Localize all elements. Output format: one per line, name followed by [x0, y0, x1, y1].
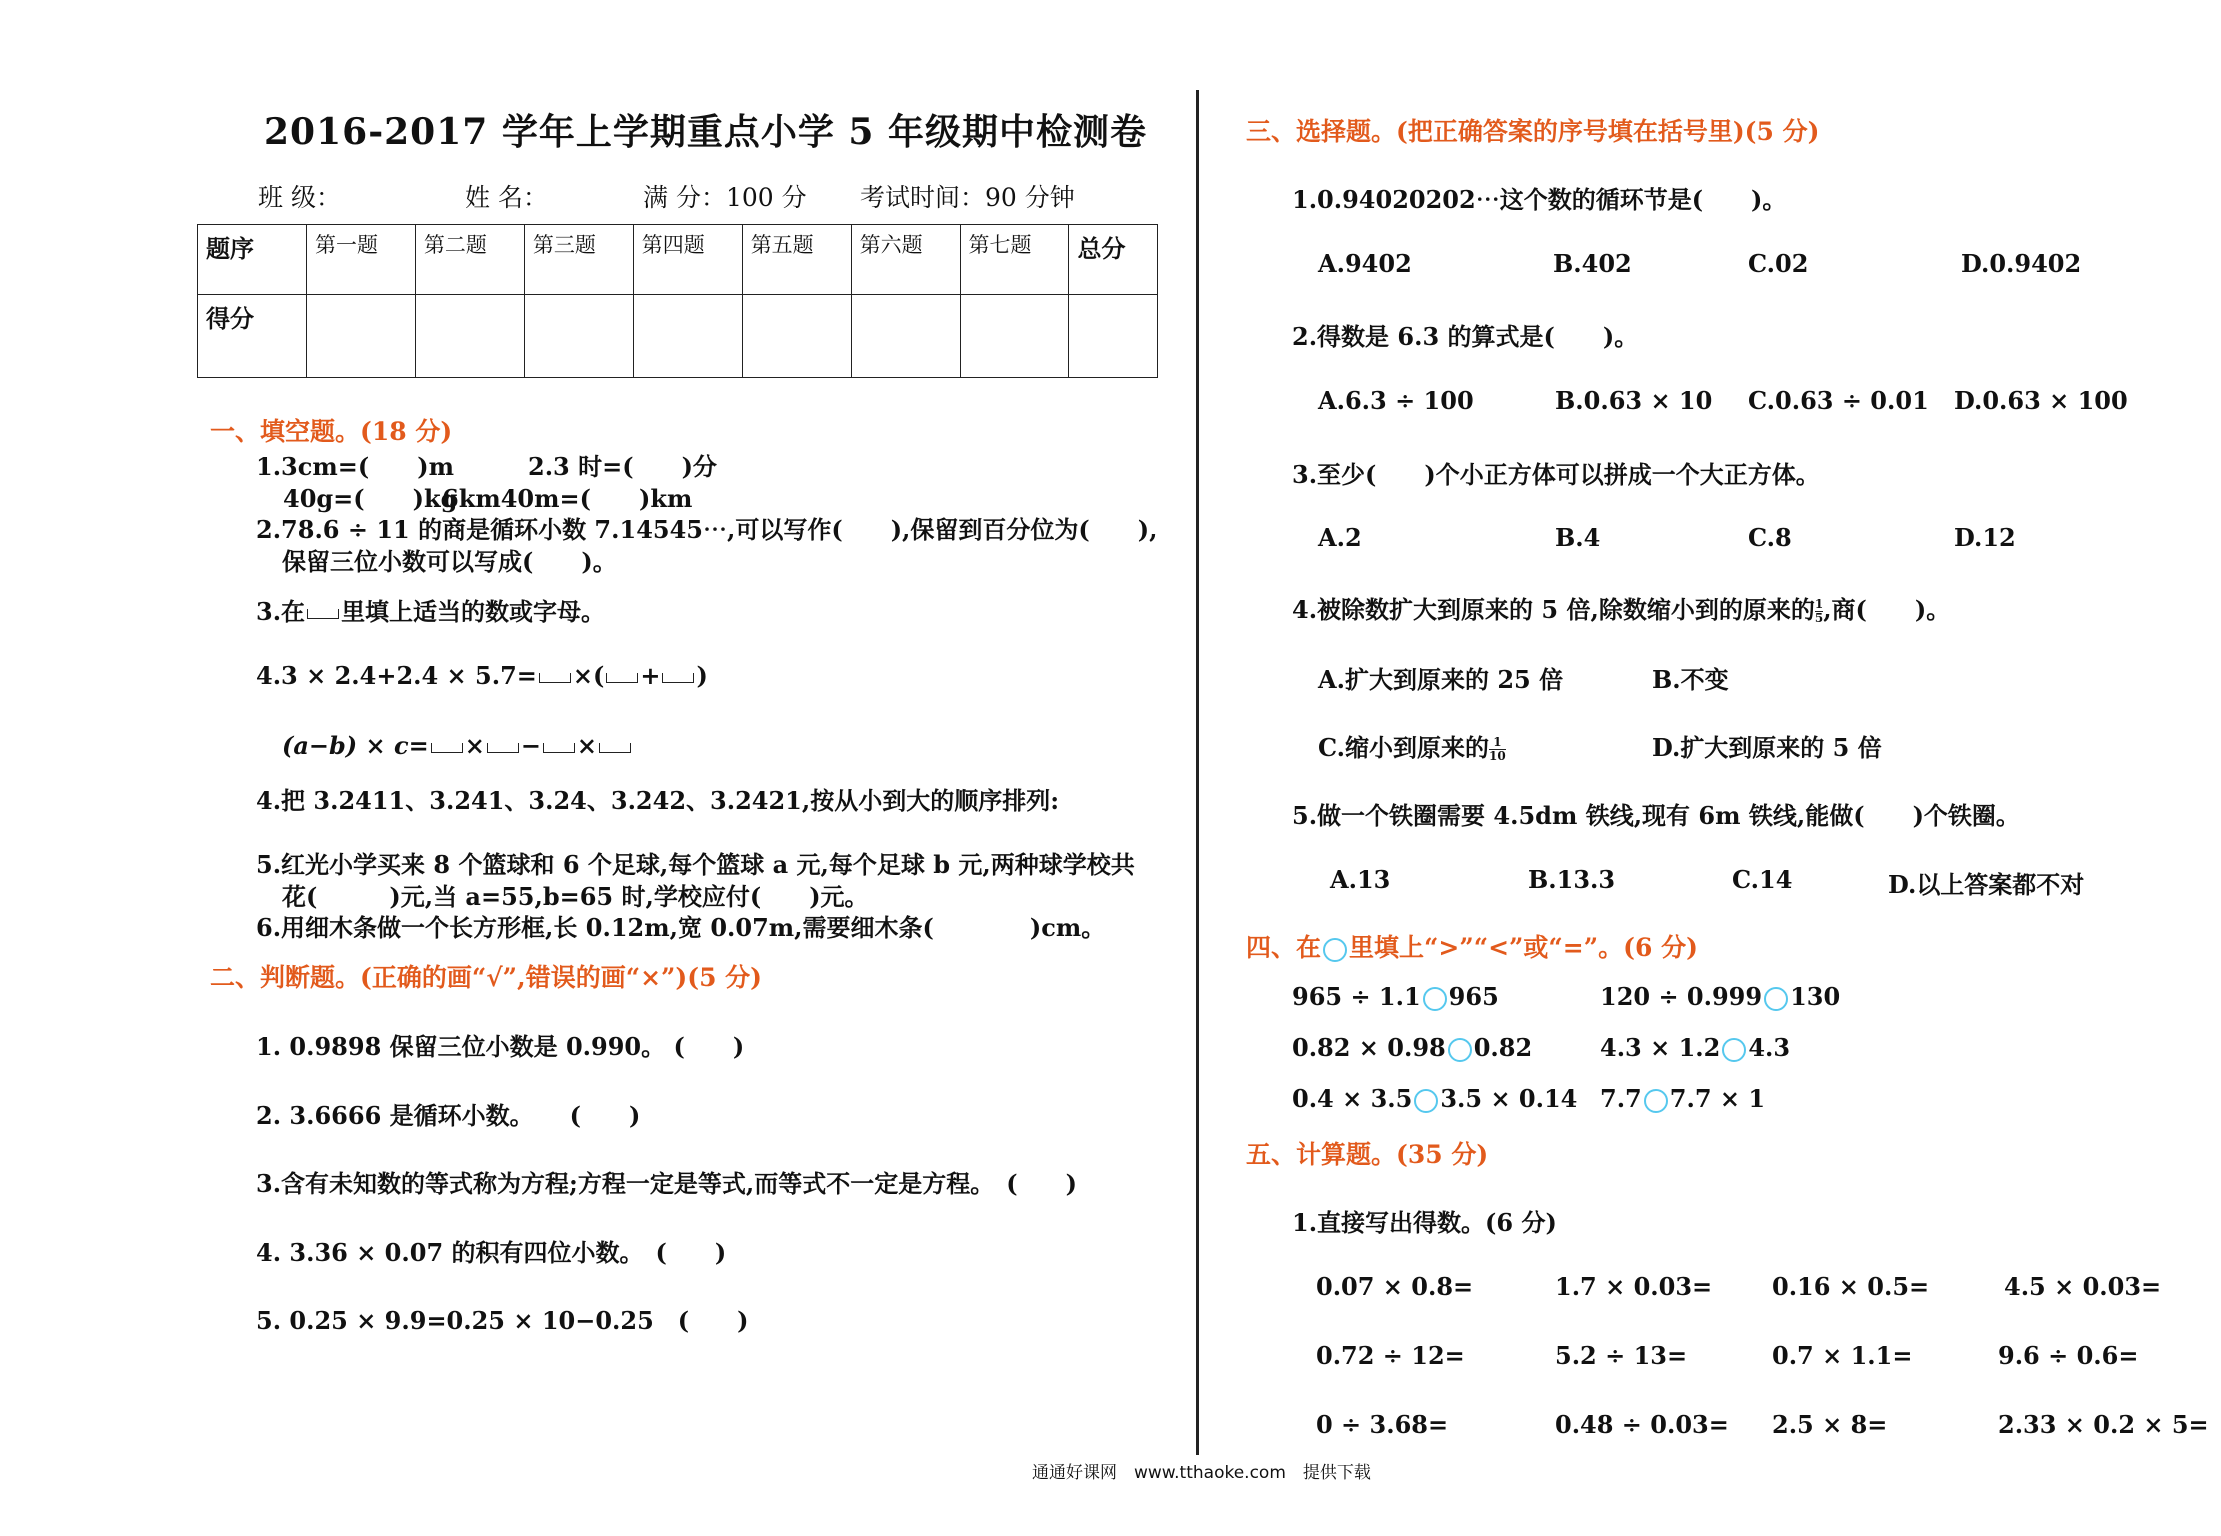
compare-right: 0.82 [1473, 1033, 1533, 1062]
table-header-cell: 第一题 [307, 225, 416, 295]
fraction [1815, 598, 1823, 625]
table-header-cell: 总分 [1069, 225, 1158, 295]
judge-item: 3.含有未知数的等式称为方程;方程一定是等式,而等式不一定是方程。 ( ) [256, 1169, 1077, 1198]
answer-box[interactable] [307, 609, 339, 619]
option: D.0.63 × 100 [1954, 386, 2128, 415]
compare-circle[interactable] [1764, 987, 1788, 1011]
compare-left: 0.4 × 3.5 [1292, 1084, 1413, 1113]
calc-item: 2.5 × 8= [1772, 1410, 1888, 1439]
question-text: 2.得数是 6.3 的算式是( )。 [1292, 322, 1639, 351]
option: C.0.63 ÷ 0.01 [1748, 386, 1929, 415]
name-label: 姓 名： [465, 183, 548, 212]
compare-left: 0.82 × 0.98 [1292, 1033, 1446, 1062]
circle-icon [1323, 938, 1347, 962]
judge-item: 2. 3.6666 是循环小数。 ( ) [256, 1101, 641, 1130]
compare-circle[interactable] [1644, 1089, 1668, 1113]
footer-text: 通通好课网 www.tthaoke.com 提供下载 [1032, 1463, 1371, 1483]
compare-item [1600, 982, 1840, 1011]
question-text [256, 592, 605, 627]
compare-right: 7.7 × 1 [1669, 1084, 1766, 1113]
compare-right: 4.3 [1748, 1033, 1791, 1062]
option: B.不变 [1652, 665, 1729, 694]
section-5-title: 五、计算题。(35 分) [1246, 1140, 1489, 1169]
table-header-cell: 第七题 [960, 225, 1069, 295]
operator: × [572, 661, 593, 690]
question-text-part: 4.3 × 2.4+2.4 × 5.7= [256, 661, 537, 690]
option: B.4 [1555, 523, 1601, 552]
question-text-part: 3.在 [256, 597, 306, 626]
answer-box[interactable] [543, 743, 575, 753]
fraction-numerator: 1 [1489, 736, 1506, 750]
full-score-label: 满 分：100 分 [643, 183, 807, 212]
option: D.扩大到原来的 5 倍 [1652, 733, 1882, 762]
exam-time-label: 考试时间：90 分钟 [860, 183, 1075, 212]
score-cell[interactable] [1069, 295, 1158, 378]
option: B.402 [1553, 249, 1632, 278]
question-text: 5.红光小学买来 8 个篮球和 6 个足球,每个篮球 a 元,每个足球 b 元,两种球学校共 [256, 850, 1135, 879]
compare-right: 130 [1790, 982, 1841, 1011]
compare-circle[interactable] [1423, 987, 1447, 1011]
table-header-cell: 第二题 [415, 225, 524, 295]
compare-circle[interactable] [1414, 1089, 1438, 1113]
compare-right: 965 [1448, 982, 1499, 1011]
section-3-title: 三、选择题。(把正确答案的序号填在括号里)(5 分) [1246, 117, 1820, 146]
calc-item: 2.33 × 0.2 × 5= [1998, 1410, 2209, 1439]
fraction-denominator: 5 [1814, 611, 1824, 625]
operator: − [520, 731, 541, 760]
option: D.12 [1954, 523, 2016, 552]
page-title: 2016-2017 学年上学期重点小学 5 年级期中检测卷 [264, 111, 1147, 153]
sub-question: 1.直接写出得数。(6 分) [1292, 1208, 1557, 1237]
question-text: 5.做一个铁圈需要 4.5dm 铁线,现有 6m 铁线,能做( )个铁圈。 [1292, 801, 2020, 830]
option: A.扩大到原来的 25 倍 [1318, 665, 1564, 694]
question-text [282, 731, 633, 760]
calc-item: 0.72 ÷ 12= [1316, 1341, 1465, 1370]
operator: × [576, 731, 598, 760]
section-title-part: 里填上“>”“<”或“=”。(6 分) [1349, 933, 1698, 962]
table-header-cell: 第四题 [633, 225, 742, 295]
compare-left: 965 ÷ 1.1 [1292, 982, 1421, 1011]
compare-item [1600, 1033, 1790, 1062]
answer-box[interactable] [431, 743, 463, 753]
score-cell[interactable] [524, 295, 633, 378]
section-4-title [1246, 928, 1698, 964]
compare-item [1292, 982, 1499, 1011]
answer-box[interactable] [539, 673, 571, 683]
question-text [1292, 590, 1950, 625]
table-header-cell: 题序 [198, 225, 307, 295]
question-text: 1.3cm=( )m [256, 452, 454, 481]
option: A.6.3 ÷ 100 [1318, 386, 1474, 415]
compare-circle[interactable] [1722, 1038, 1746, 1062]
table-header-cell: 第六题 [851, 225, 960, 295]
score-cell[interactable] [633, 295, 742, 378]
judge-item: 4. 3.36 × 0.07 的积有四位小数。 ( ) [256, 1238, 727, 1267]
operator: ) [696, 661, 708, 690]
question-text: 1.0.94020202⋯这个数的循环节是( )。 [1292, 185, 1787, 214]
operator: × [464, 731, 485, 760]
calc-item: 9.6 ÷ 0.6= [1998, 1341, 2139, 1370]
option: A.13 [1330, 865, 1391, 894]
answer-box[interactable] [606, 673, 638, 683]
score-cell[interactable] [307, 295, 416, 378]
section-1-title: 一、填空题。(18 分) [210, 417, 453, 446]
score-cell[interactable] [415, 295, 524, 378]
question-text: 6.用细木条做一个长方形框,长 0.12m,宽 0.07m,需要细木条( )cm。 [256, 913, 1106, 942]
question-text-part: 里填上适当的数或字母。 [341, 597, 606, 626]
compare-item [1292, 1084, 1577, 1113]
calc-item: 5.2 ÷ 13= [1555, 1341, 1688, 1370]
question-text: 保留三位小数可以写成( )。 [282, 547, 617, 576]
option: A.2 [1318, 523, 1362, 552]
compare-left: 120 ÷ 0.999 [1600, 982, 1763, 1011]
option: C.14 [1732, 865, 1793, 894]
table-header-cell: 第三题 [524, 225, 633, 295]
question-text: 2.3 时=( )分 [528, 452, 717, 481]
question-text: 40g=( )kg [283, 484, 458, 513]
section-2-title: 二、判断题。(正确的画“√”,错误的画“×”)(5 分) [210, 963, 763, 992]
option: D.0.9402 [1961, 249, 2082, 278]
compare-item [1292, 1033, 1532, 1062]
question-text-part: ,商( )。 [1823, 595, 1951, 624]
question-text: 花( )元,当 a=55,b=65 时,学校应付( )元。 [282, 882, 869, 911]
question-text: 3.至少( )个小正方体可以拼成一个大正方体。 [1292, 460, 1820, 489]
option: D.以上答案都不对 [1888, 870, 2085, 899]
table-header-cell: 第五题 [742, 225, 851, 295]
calc-item: 0.16 × 0.5= [1772, 1272, 1930, 1301]
option: C.8 [1748, 523, 1792, 552]
option [1318, 728, 1506, 763]
option: B.0.63 × 10 [1555, 386, 1713, 415]
answer-box[interactable] [487, 743, 519, 753]
compare-item [1600, 1084, 1765, 1113]
option: C.02 [1748, 249, 1809, 278]
score-cell[interactable] [851, 295, 960, 378]
score-row-label: 得分 [198, 295, 307, 378]
fraction [1489, 736, 1506, 763]
judge-item: 1. 0.9898 保留三位小数是 0.990。 ( ) [256, 1032, 745, 1061]
judge-item: 5. 0.25 × 9.9=0.25 × 10−0.25 ( ) [256, 1306, 749, 1335]
answer-box[interactable] [599, 743, 631, 753]
answer-box[interactable] [662, 673, 694, 683]
calc-item: 0.07 × 0.8= [1316, 1272, 1474, 1301]
score-cell[interactable] [742, 295, 851, 378]
question-text [256, 661, 708, 690]
option: A.9402 [1318, 249, 1412, 278]
column-divider [1196, 90, 1199, 1455]
operator: + [640, 661, 661, 690]
score-table [197, 224, 1158, 378]
calc-item: 4.5 × 0.03= [2004, 1272, 2162, 1301]
compare-left: 7.7 [1600, 1084, 1642, 1113]
compare-circle[interactable] [1448, 1038, 1472, 1062]
score-cell[interactable] [960, 295, 1069, 378]
question-text: 6km40m=( )km [442, 484, 693, 513]
calc-item: 0.48 ÷ 0.03= [1555, 1410, 1729, 1439]
question-text-part: (a−b) × c= [282, 731, 429, 760]
fraction-denominator: 10 [1489, 749, 1506, 763]
calc-item: 1.7 × 0.03= [1555, 1272, 1713, 1301]
section-title-part: 四、在 [1246, 933, 1322, 962]
class-label: 班 级： [258, 183, 341, 212]
option-text: C.缩小到原来的 [1318, 733, 1490, 762]
question-text: 4.把 3.2411、3.241、3.24、3.242、3.2421,按从小到大的顺序排列: [256, 786, 1060, 815]
fraction-numerator: 1 [1814, 597, 1824, 611]
compare-left: 4.3 × 1.2 [1600, 1033, 1721, 1062]
question-text: 2.78.6 ÷ 11 的商是循环小数 7.14545⋯,可以写作( ),保留到百分位为( ), [256, 515, 1158, 544]
question-text-part: 4.被除数扩大到原来的 5 倍,除数缩小到的原来的 [1292, 595, 1815, 624]
calc-item: 0.7 × 1.1= [1772, 1341, 1913, 1370]
option: B.13.3 [1528, 865, 1616, 894]
compare-right: 3.5 × 0.14 [1440, 1084, 1578, 1113]
calc-item: 0 ÷ 3.68= [1316, 1410, 1449, 1439]
operator: ( [592, 661, 605, 690]
